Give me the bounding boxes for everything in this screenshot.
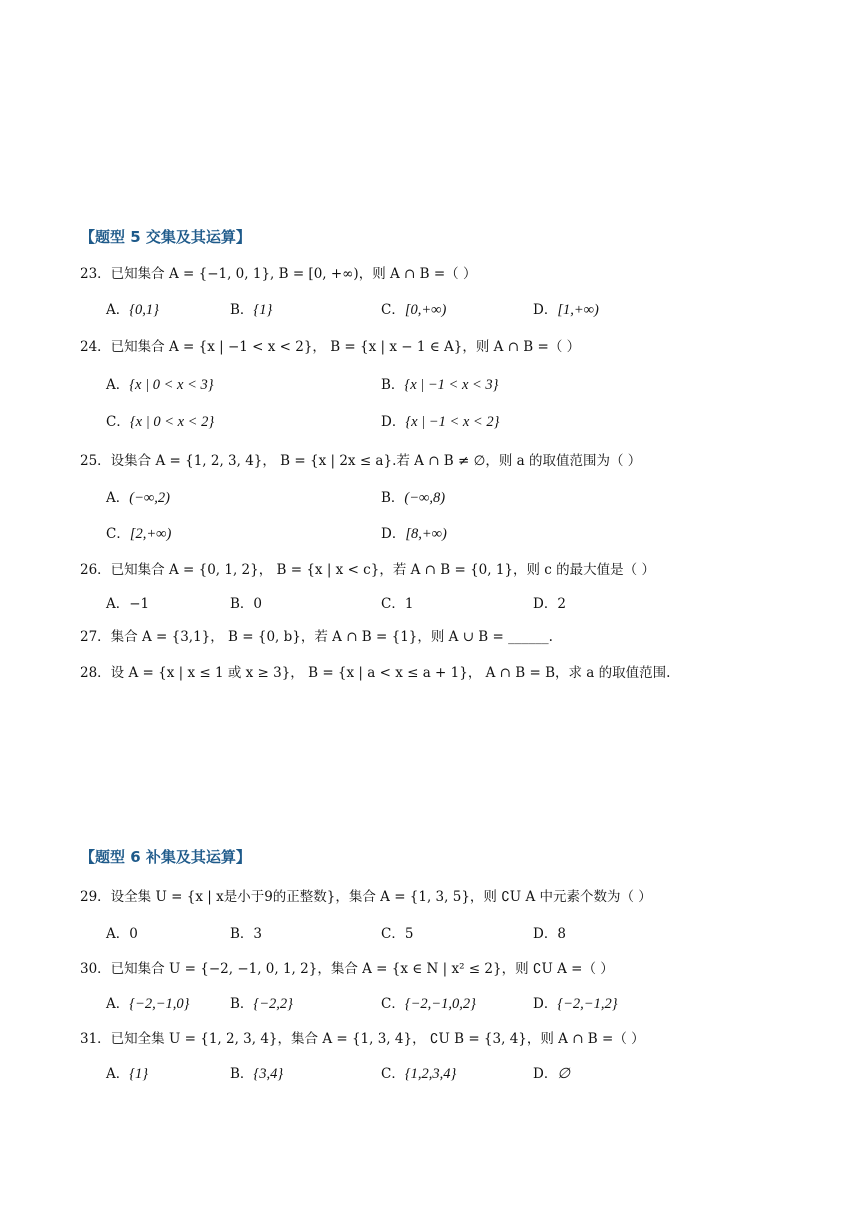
- q30-option-a[interactable]: A．{−2,−1,0}: [106, 996, 190, 1012]
- q23-option-c[interactable]: C．[0,+∞): [381, 302, 447, 318]
- q23-option-d[interactable]: D．[1,+∞): [533, 302, 599, 318]
- q24-option-b[interactable]: B．{x | −1 < x < 3}: [381, 377, 499, 393]
- question-28: 28．设 A = {x | x ≤ 1 或 x ≥ 3}， B = {x | a < x ≤ a + 1}， A ∩ B = B，求 a 的取值范围.: [80, 665, 671, 681]
- q29-option-b[interactable]: B．3: [230, 926, 263, 942]
- question-31: 31．已知全集 U = {1, 2, 3, 4}，集合 A = {1, 3, 4}， ∁U B = {3, 4}，则 A ∩ B =（ ）: [80, 1031, 645, 1047]
- question-30: 30．已知集合 U = {−2, −1, 0, 1, 2}，集合 A = {x ∈ N | x² ≤ 2}，则 ∁U A =（ ）: [80, 961, 614, 977]
- q26-option-d[interactable]: D．2: [533, 596, 566, 612]
- q24-option-d[interactable]: D．{x | −1 < x < 2}: [381, 414, 500, 430]
- q24-option-c[interactable]: C．{x | 0 < x < 2}: [106, 414, 215, 430]
- q25-option-c[interactable]: C．[2,+∞): [106, 526, 172, 542]
- section-title-6: 【题型 6 补集及其运算】: [80, 848, 251, 866]
- q26-option-a[interactable]: A．−1: [106, 596, 150, 612]
- q29-option-a[interactable]: A．0: [106, 926, 138, 942]
- q29-option-d[interactable]: D．8: [533, 926, 566, 942]
- q29-option-c[interactable]: C．5: [381, 926, 414, 942]
- question-25: 25．设集合 A = {1, 2, 3, 4}， B = {x | 2x ≤ a}.若 A ∩ B ≠ ∅，则 a 的取值范围为（ ）: [80, 453, 642, 469]
- q26-option-c[interactable]: C．1: [381, 596, 414, 612]
- q24-option-a[interactable]: A．{x | 0 < x < 3}: [106, 377, 214, 393]
- q26-option-b[interactable]: B．0: [230, 596, 263, 612]
- question-23: 23．已知集合 A = {−1, 0, 1}, B = [0, +∞)，则 A ∩ B =（ ）: [80, 266, 477, 282]
- q23-option-a[interactable]: A．{0,1}: [106, 302, 159, 318]
- q30-option-d[interactable]: D．{−2,−1,2}: [533, 996, 618, 1012]
- q23-option-b[interactable]: B．{1}: [230, 302, 273, 318]
- q31-option-d[interactable]: D．∅: [533, 1066, 570, 1082]
- q30-option-b[interactable]: B．{−2,2}: [230, 996, 293, 1012]
- question-29: 29．设全集 U = {x | x是小于9的正整数}，集合 A = {1, 3, 5}，则 ∁U A 中元素个数为（ ）: [80, 889, 652, 905]
- question-24: 24．已知集合 A = {x | −1 < x < 2}， B = {x | x − 1 ∈ A}，则 A ∩ B =（ ）: [80, 339, 581, 355]
- question-26: 26．已知集合 A = {0, 1, 2}， B = {x | x < c}，若 A ∩ B = {0, 1}，则 c 的最大值是（ ）: [80, 562, 655, 578]
- q25-option-b[interactable]: B．(−∞,8): [381, 490, 446, 506]
- q31-option-b[interactable]: B．{3,4}: [230, 1066, 284, 1082]
- section-title-5: 【题型 5 交集及其运算】: [80, 228, 251, 246]
- q31-option-c[interactable]: C．{1,2,3,4}: [381, 1066, 457, 1082]
- q31-option-a[interactable]: A．{1}: [106, 1066, 149, 1082]
- q25-option-d[interactable]: D．[8,+∞): [381, 526, 447, 542]
- question-27: 27．集合 A = {3,1}， B = {0, b}，若 A ∩ B = {1}，则 A ∪ B = ______.: [80, 629, 553, 645]
- q25-option-a[interactable]: A．(−∞,2): [106, 490, 170, 506]
- q30-option-c[interactable]: C．{−2,−1,0,2}: [381, 996, 476, 1012]
